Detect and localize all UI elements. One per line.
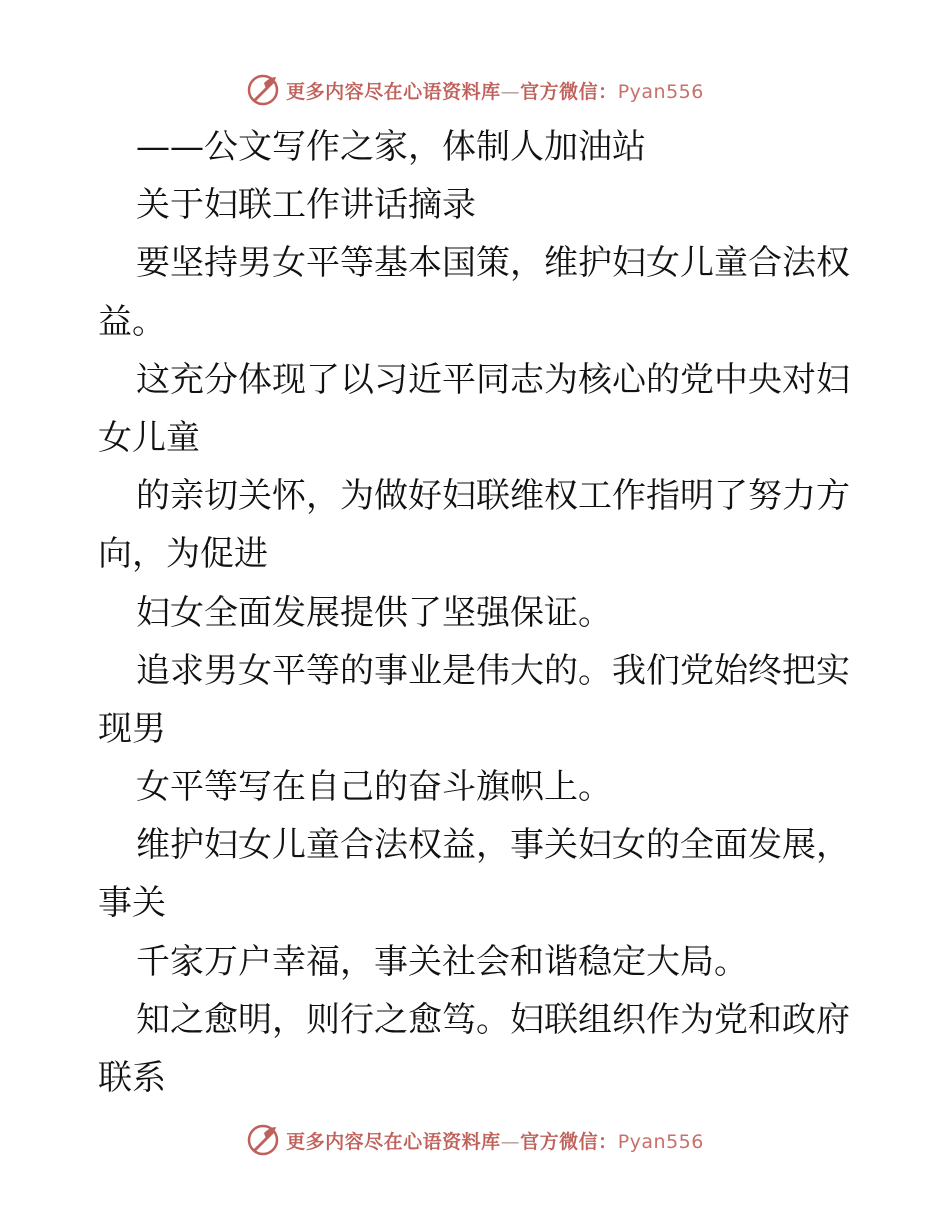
header-official: 官方微信： [520, 80, 618, 103]
text-line: 这充分体现了以习近平同志为核心的党中央对妇 [136, 359, 850, 400]
text-line: 要坚持男女平等基本国策，维护妇女儿童合法权 [136, 243, 850, 284]
footer-banner [0, 1120, 950, 1160]
footer-dash: — [500, 1130, 521, 1153]
footer-official: 官方微信： [520, 1130, 618, 1153]
text-line: 追求男女平等的事业是伟大的。我们党始终把实 [136, 650, 850, 691]
text-line: 女儿童 [98, 417, 200, 458]
text-line: 事关 [98, 883, 166, 924]
document-body [98, 118, 858, 1107]
quill-logo-icon [246, 73, 280, 107]
header-banner [0, 70, 950, 110]
text-line: 向，为促进 [98, 534, 268, 575]
footer-brand: 更多内容尽在心语资料库 [286, 1130, 501, 1153]
text-line: 关于妇联工作讲话摘录 [136, 185, 476, 226]
text-line: 联系 [98, 1058, 166, 1098]
header-text [286, 77, 704, 104]
text-line: ——公文写作之家，体制人加油站 [136, 127, 646, 167]
text-line: 妇女全面发展提供了坚强保证。 [136, 592, 612, 633]
footer-text [286, 1127, 704, 1154]
header-brand: 更多内容尽在心语资料库 [286, 80, 501, 103]
header-dash: — [500, 80, 521, 103]
quill-logo-icon [246, 1123, 280, 1157]
footer-wechat: Pyan556 [617, 1130, 704, 1153]
text-line: 千家万户幸福，事关社会和谐稳定大局。 [136, 941, 748, 982]
text-line: 益。 [98, 301, 166, 342]
header-wechat: Pyan556 [617, 80, 704, 103]
text-line: 女平等写在自己的奋斗旗帜上。 [136, 767, 612, 808]
text-line: 现男 [98, 708, 166, 749]
text-line: 知之愈明，则行之愈笃。妇联组织作为党和政府 [136, 999, 850, 1040]
text-line: 的亲切关怀，为做好妇联维权工作指明了努力方 [136, 476, 850, 517]
text-line: 维护妇女儿童合法权益，事关妇女的全面发展， [136, 825, 850, 866]
